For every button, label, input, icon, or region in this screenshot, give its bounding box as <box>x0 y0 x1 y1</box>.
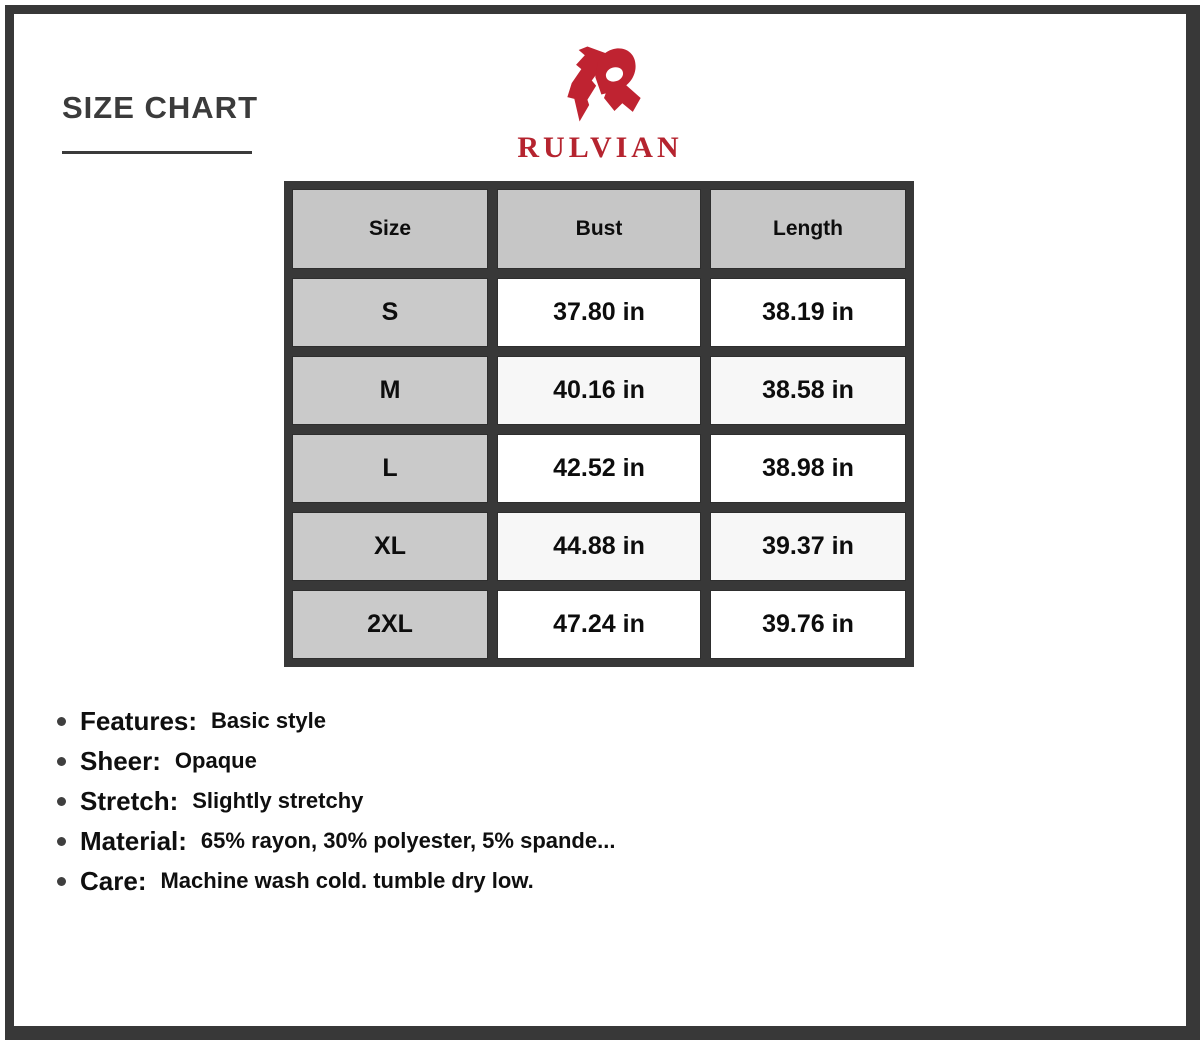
list-item-features <box>57 701 615 741</box>
bullet-icon <box>57 797 66 806</box>
size-cell-xl: XL <box>292 512 488 581</box>
product-details-list <box>57 701 615 901</box>
detail-value: Opaque <box>174 748 257 773</box>
bust-cell-s: 37.80 in <box>497 278 701 347</box>
detail-value: Basic style <box>211 708 327 733</box>
length-cell-l: 38.98 in <box>710 434 906 503</box>
bullet-icon <box>57 877 66 886</box>
length-cell-xl: 39.37 in <box>710 512 906 581</box>
size-cell-l: L <box>292 434 488 503</box>
size-chart-table <box>284 181 914 667</box>
bust-cell-xl: 44.88 in <box>497 512 701 581</box>
length-cell-s: 38.19 in <box>710 278 906 347</box>
length-cell-2xl: 39.76 in <box>710 590 906 659</box>
list-item-material <box>57 821 615 861</box>
rulvian-r-monogram-icon <box>556 33 652 135</box>
bust-cell-m: 40.16 in <box>497 356 701 425</box>
detail-label: Stretch: <box>80 785 179 816</box>
length-cell-m: 38.58 in <box>710 356 906 425</box>
column-header-bust: Bust <box>497 189 701 269</box>
bust-cell-2xl: 47.24 in <box>497 590 701 659</box>
page-title: SIZE CHART <box>62 90 258 125</box>
bullet-icon <box>57 837 66 846</box>
column-header-size: Size <box>292 189 488 269</box>
size-cell-m: M <box>292 356 488 425</box>
column-header-length: Length <box>710 189 906 269</box>
size-cell-2xl: 2XL <box>292 590 488 659</box>
list-item-care <box>57 861 615 901</box>
detail-value: 65% rayon, 30% polyester, 5% spande... <box>200 828 616 853</box>
title-underline <box>62 151 252 154</box>
detail-value: Slightly stretchy <box>192 788 364 813</box>
detail-label: Care: <box>80 865 147 896</box>
size-cell-s: S <box>292 278 488 347</box>
bust-cell-l: 42.52 in <box>497 434 701 503</box>
detail-label: Features: <box>80 705 198 736</box>
list-item-sheer <box>57 741 615 781</box>
list-item-stretch <box>57 781 615 821</box>
bullet-icon <box>57 717 66 726</box>
detail-label: Sheer: <box>80 745 161 776</box>
brand-wordmark: RULVIAN <box>517 131 683 164</box>
detail-value: Machine wash cold. tumble dry low. <box>160 868 534 893</box>
bullet-icon <box>57 757 66 766</box>
detail-label: Material: <box>80 825 187 856</box>
